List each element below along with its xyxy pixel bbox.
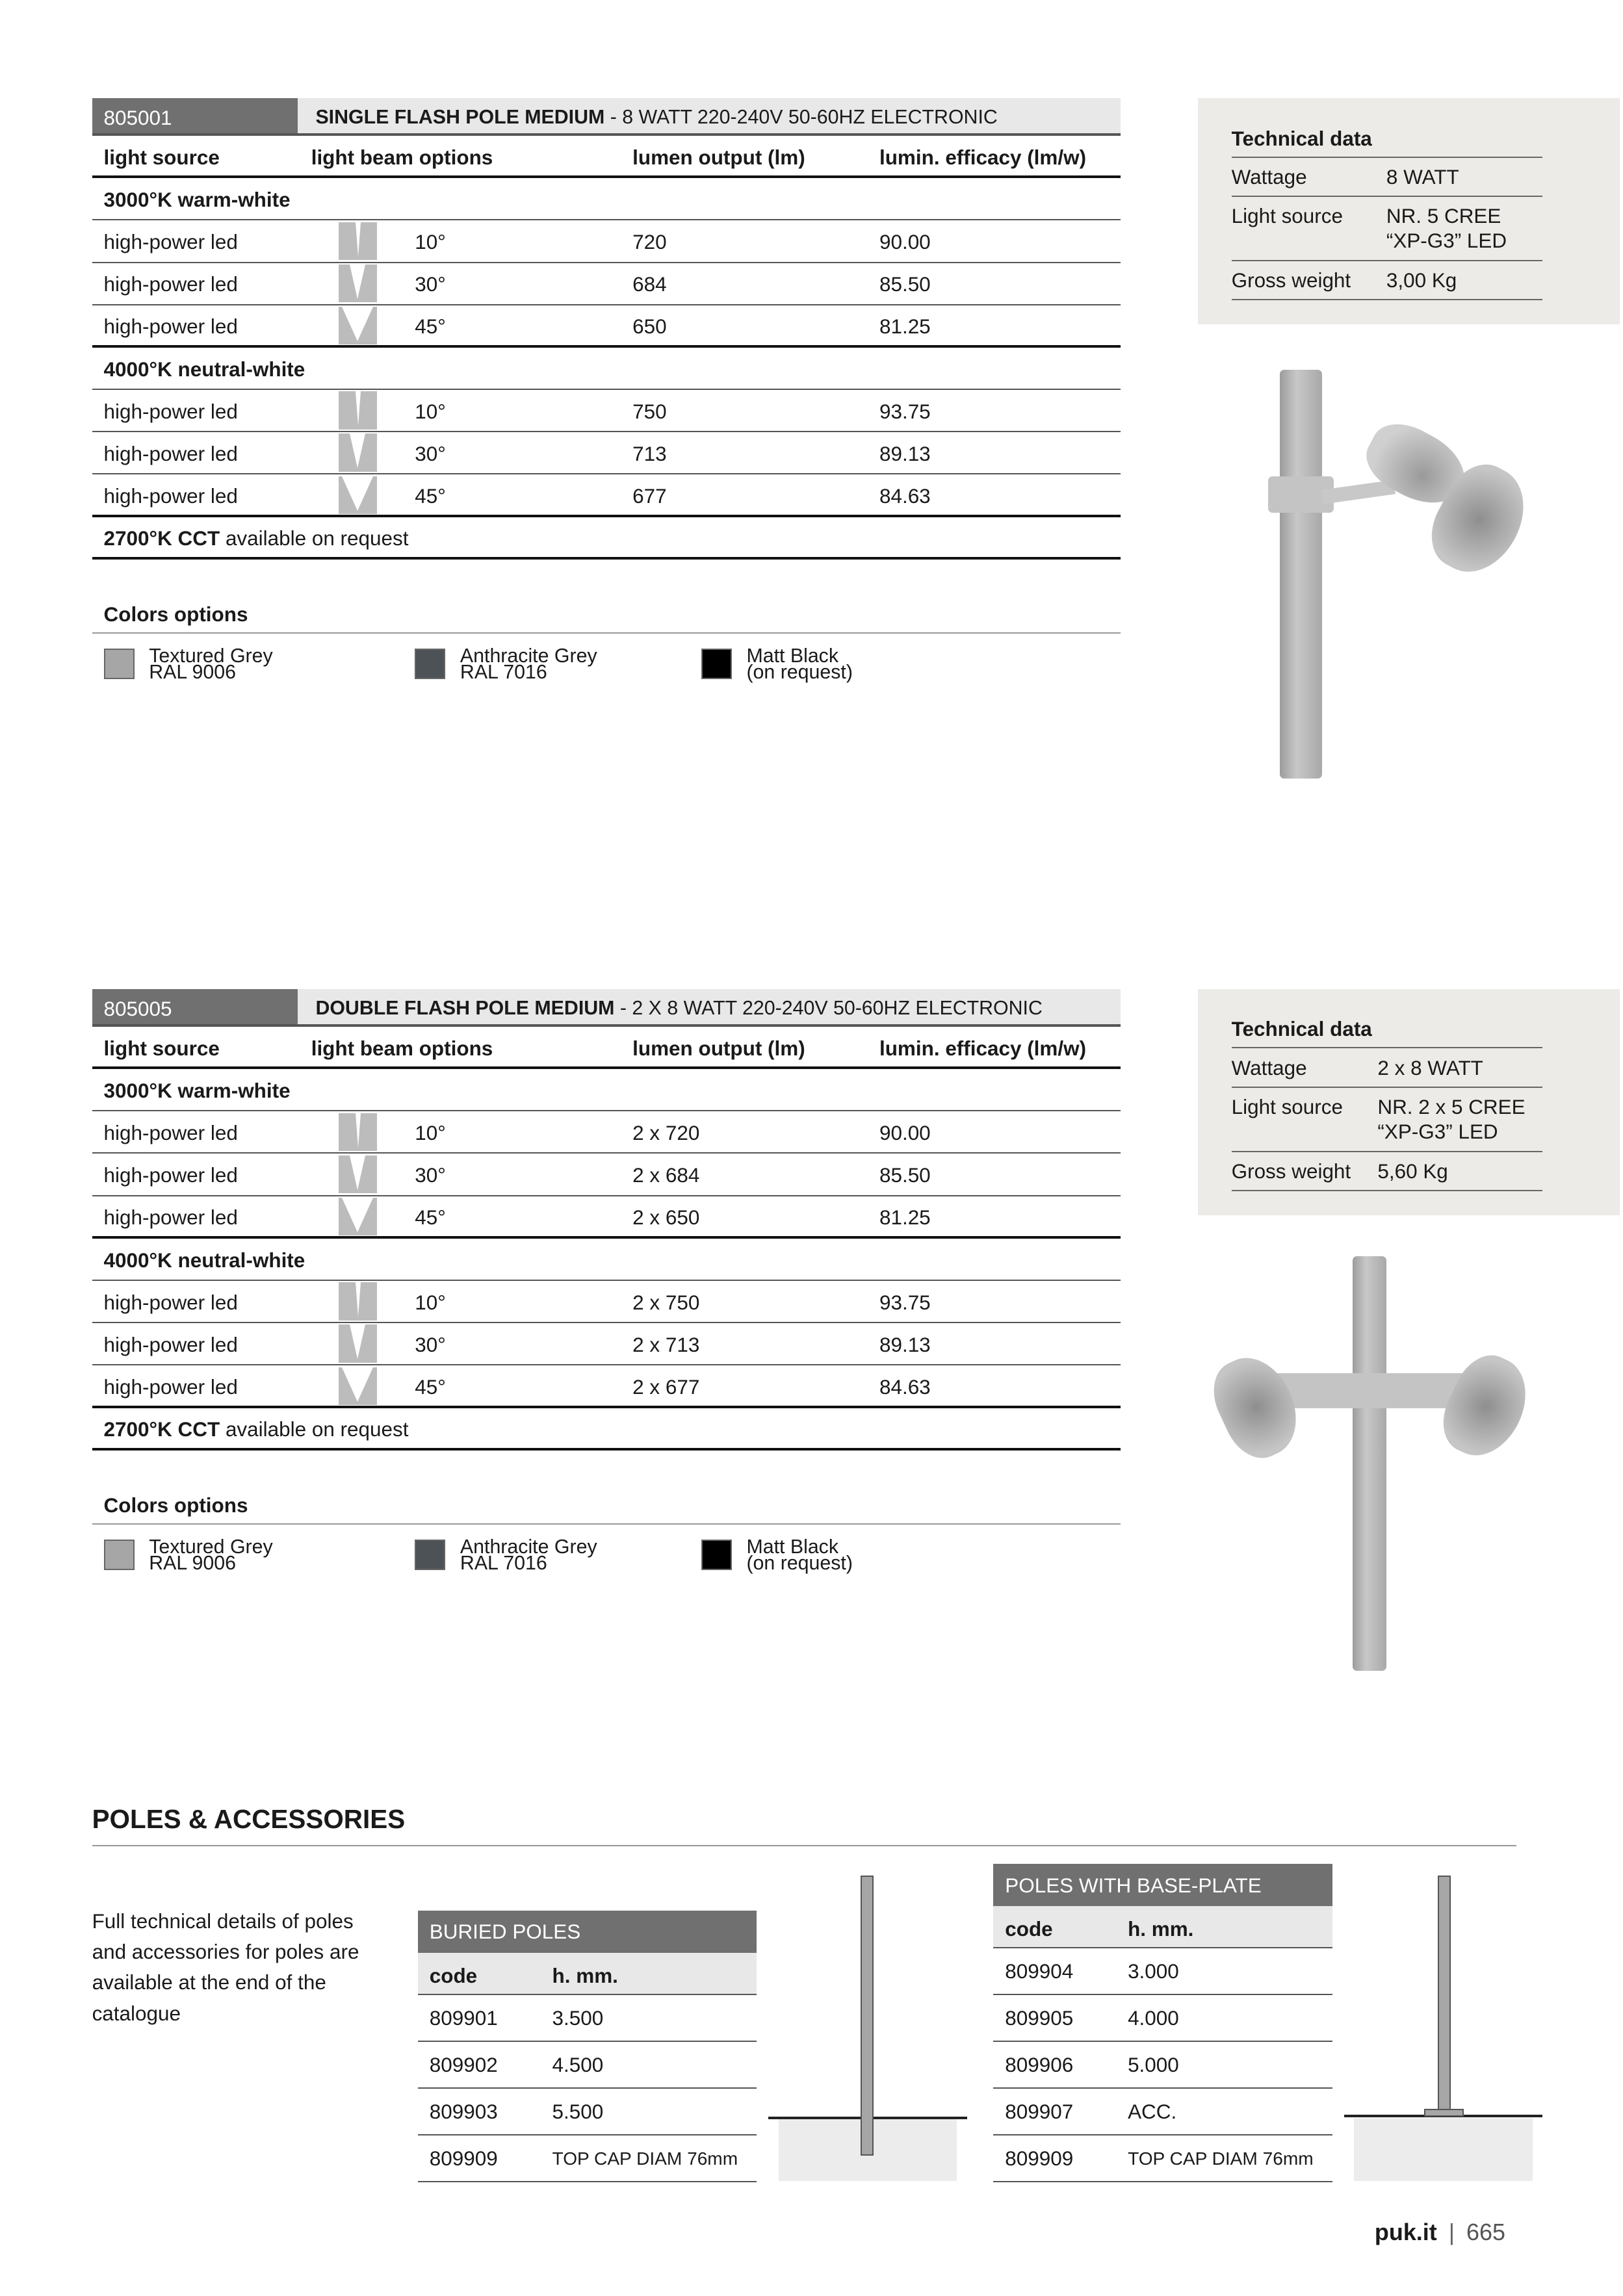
pole-code: 809909 bbox=[429, 2147, 498, 2170]
beam-angle: 45° bbox=[415, 1206, 446, 1230]
pole-code: 809902 bbox=[429, 2053, 498, 2076]
light-source: high-power led bbox=[103, 1122, 238, 1145]
efficacy: 81.25 bbox=[879, 315, 931, 339]
column-headers bbox=[92, 136, 1121, 178]
table-row bbox=[993, 2135, 1332, 2182]
color-box bbox=[415, 1540, 445, 1570]
color-box bbox=[701, 649, 732, 679]
beam-angle: 45° bbox=[415, 485, 446, 508]
table-header bbox=[418, 1953, 757, 1995]
color-code: (on request) bbox=[746, 1552, 853, 1574]
pole-height: 5.500 bbox=[552, 2100, 604, 2123]
lumen-output: 2 x 750 bbox=[632, 1291, 700, 1314]
light-source: high-power led bbox=[103, 273, 238, 296]
beam-angle-icon bbox=[339, 1367, 376, 1405]
table-row bbox=[92, 1281, 1121, 1323]
footer bbox=[1375, 2219, 1505, 2246]
footer-site: puk.it bbox=[1374, 2218, 1437, 2245]
efficacy: 85.50 bbox=[879, 1164, 931, 1187]
product-title-bold: SINGLE FLASH POLE MEDIUM bbox=[315, 107, 605, 129]
lumen-output: 677 bbox=[632, 485, 667, 508]
efficacy: 89.13 bbox=[879, 442, 931, 465]
pole-code: 809906 bbox=[1005, 2053, 1074, 2076]
table-row bbox=[92, 390, 1121, 432]
tech-row bbox=[1232, 196, 1543, 261]
divider bbox=[92, 1845, 1516, 1846]
beam-angle-icon bbox=[339, 1113, 376, 1151]
tech-row bbox=[1232, 1048, 1543, 1087]
buried-poles-table bbox=[418, 1911, 757, 2182]
beam-angle-icon bbox=[339, 1282, 376, 1320]
beam-angle-icon bbox=[339, 476, 376, 514]
product-table bbox=[92, 98, 1121, 560]
light-source: high-power led bbox=[103, 485, 238, 508]
color-name: Textured Grey bbox=[149, 1536, 273, 1558]
color-name: Textured Grey bbox=[149, 645, 273, 667]
column-header: lumen output (lm) bbox=[632, 146, 805, 169]
beam-angle-icon bbox=[339, 307, 376, 344]
lumen-output: 2 x 650 bbox=[632, 1206, 700, 1230]
product-code: 805001 bbox=[92, 98, 298, 133]
page-number: 665 bbox=[1466, 2218, 1506, 2245]
beam-angle-icon bbox=[339, 433, 376, 471]
beam-angle: 30° bbox=[415, 442, 446, 465]
column-header: lumin. efficacy (lm/w) bbox=[879, 146, 1087, 169]
efficacy: 84.63 bbox=[879, 1376, 931, 1399]
pole-height: TOP CAP DIAM 76mm bbox=[552, 2148, 738, 2169]
group-heading bbox=[92, 1239, 1121, 1281]
light-source: high-power led bbox=[103, 315, 238, 339]
product-title-rest: - 2 X 8 WATT 220-240V 50-60HZ ELECTRONIC bbox=[614, 998, 1043, 1020]
table-row bbox=[418, 2089, 757, 2135]
light-source: high-power led bbox=[103, 442, 238, 465]
color-text bbox=[746, 1536, 853, 1574]
pole-height: 5.000 bbox=[1128, 2053, 1179, 2076]
colors-options bbox=[92, 1494, 1121, 1574]
color-name: Anthracite Grey bbox=[460, 645, 597, 667]
lumen-output: 750 bbox=[632, 400, 667, 423]
table-row bbox=[92, 1196, 1121, 1239]
color-box bbox=[701, 1540, 732, 1570]
color-swatch bbox=[701, 645, 853, 683]
cct-note-text bbox=[104, 1418, 409, 1441]
technical-data-box bbox=[1198, 989, 1620, 1215]
section-title: POLES & ACCESSORIES bbox=[92, 1803, 406, 1834]
color-code: RAL 7016 bbox=[460, 661, 547, 683]
tech-row bbox=[1232, 1087, 1543, 1152]
color-swatch bbox=[415, 645, 597, 683]
pole-height: 3.000 bbox=[1128, 1960, 1179, 1983]
table-row bbox=[418, 2135, 757, 2182]
tech-row bbox=[1232, 157, 1543, 196]
color-box bbox=[415, 649, 445, 679]
color-name: Anthracite Grey bbox=[460, 1536, 597, 1558]
pole-height: 3.500 bbox=[552, 2007, 604, 2030]
light-source: high-power led bbox=[103, 1164, 238, 1187]
efficacy: 90.00 bbox=[879, 231, 931, 254]
lumen-output: 713 bbox=[632, 442, 667, 465]
cct-note bbox=[92, 517, 1121, 560]
lumen-output: 2 x 713 bbox=[632, 1333, 700, 1356]
efficacy: 93.75 bbox=[879, 400, 931, 423]
beam-angle: 30° bbox=[415, 273, 446, 296]
product-title-rest: - 8 WATT 220-240V 50-60HZ ELECTRONIC bbox=[604, 107, 998, 129]
efficacy: 90.00 bbox=[879, 1122, 931, 1145]
pole-code: 809904 bbox=[1005, 1960, 1074, 1983]
column-headers bbox=[92, 1027, 1121, 1069]
table-header bbox=[993, 1906, 1332, 1948]
product-header bbox=[92, 98, 1121, 136]
header-height: h. mm. bbox=[552, 1964, 618, 1987]
efficacy: 84.63 bbox=[879, 485, 931, 508]
product-table bbox=[92, 989, 1121, 1451]
colors-label: Colors options bbox=[92, 1494, 1121, 1525]
light-source: high-power led bbox=[103, 1206, 238, 1230]
color-code: (on request) bbox=[746, 661, 853, 683]
efficacy: 93.75 bbox=[879, 1291, 931, 1314]
header-code: code bbox=[1005, 1917, 1053, 1941]
beam-angle-icon bbox=[339, 222, 376, 260]
table-row bbox=[92, 1323, 1121, 1365]
group-heading bbox=[92, 1069, 1121, 1111]
technical-data-box bbox=[1198, 98, 1620, 324]
tech-value: NR. 5 CREE “XP-G3” LED bbox=[1386, 196, 1542, 261]
light-source: high-power led bbox=[103, 1376, 238, 1399]
pole-height: 4.000 bbox=[1128, 2007, 1179, 2030]
cct-note-bold: 2700°K CCT bbox=[103, 1418, 220, 1441]
tech-row bbox=[1232, 1152, 1543, 1191]
product-code: 805005 bbox=[92, 989, 298, 1024]
column-header: light source bbox=[103, 1037, 220, 1060]
technical-data-table bbox=[1232, 124, 1543, 300]
cct-note bbox=[92, 1408, 1121, 1451]
table-row bbox=[993, 2089, 1332, 2135]
tech-key: Light source bbox=[1232, 1087, 1378, 1152]
column-header: lumen output (lm) bbox=[632, 1037, 805, 1060]
efficacy: 81.25 bbox=[879, 1206, 931, 1230]
group-heading bbox=[92, 348, 1121, 390]
beam-angle-icon bbox=[339, 1198, 376, 1235]
table-row bbox=[92, 220, 1121, 263]
beam-angle: 45° bbox=[415, 315, 446, 339]
cct-note-bold: 2700°K CCT bbox=[103, 527, 220, 550]
lumen-output: 2 x 677 bbox=[632, 1376, 700, 1399]
beam-angle-icon bbox=[339, 264, 376, 302]
column-header: light beam options bbox=[311, 1037, 493, 1060]
table-title: BURIED POLES bbox=[418, 1911, 757, 1953]
tech-key: Gross weight bbox=[1232, 261, 1386, 300]
color-code: RAL 9006 bbox=[149, 1552, 236, 1574]
efficacy: 89.13 bbox=[879, 1333, 931, 1356]
table-row bbox=[418, 2042, 757, 2089]
pole-code: 809903 bbox=[429, 2100, 498, 2123]
colors-options bbox=[92, 603, 1121, 683]
table-row bbox=[92, 432, 1121, 474]
beam-angle: 30° bbox=[415, 1333, 446, 1356]
group-heading bbox=[92, 178, 1121, 220]
group-label: 3000°K warm-white bbox=[103, 1079, 291, 1102]
product-header bbox=[92, 989, 1121, 1027]
colors-label: Colors options bbox=[92, 603, 1121, 634]
header-code: code bbox=[429, 1964, 478, 1987]
beam-angle-icon bbox=[339, 1324, 376, 1362]
tech-key: Light source bbox=[1232, 196, 1386, 261]
pole-height: 4.500 bbox=[552, 2053, 604, 2076]
color-box bbox=[104, 1540, 135, 1570]
color-text bbox=[746, 645, 853, 683]
product-title bbox=[298, 989, 1120, 1024]
beam-angle: 45° bbox=[415, 1376, 446, 1399]
color-swatch bbox=[701, 1536, 853, 1574]
table-row bbox=[92, 305, 1121, 348]
color-text bbox=[149, 645, 273, 683]
table-row bbox=[92, 1111, 1121, 1154]
pole-code: 809909 bbox=[1005, 2147, 1074, 2170]
technical-data-table bbox=[1232, 1015, 1543, 1191]
table-row bbox=[92, 1365, 1121, 1408]
cct-note-text bbox=[104, 527, 409, 550]
table-row bbox=[92, 1154, 1121, 1196]
color-box bbox=[104, 649, 135, 679]
efficacy: 85.50 bbox=[879, 273, 931, 296]
table-row bbox=[993, 1995, 1332, 2042]
header-height: h. mm. bbox=[1128, 1917, 1194, 1941]
light-source: high-power led bbox=[103, 231, 238, 254]
tech-value: NR. 2 x 5 CREE “XP-G3” LED bbox=[1377, 1087, 1542, 1152]
poles-description: Full technical details of poles and accessories for poles are available at the end of the catalogue bbox=[92, 1909, 359, 2025]
product-title bbox=[298, 98, 1120, 133]
group-label: 3000°K warm-white bbox=[103, 188, 291, 211]
light-source: high-power led bbox=[103, 1291, 238, 1314]
tech-value: 3,00 Kg bbox=[1386, 261, 1542, 300]
tech-key: Gross weight bbox=[1232, 1152, 1378, 1191]
beam-angle: 10° bbox=[415, 1122, 446, 1145]
footer-separator: | bbox=[1448, 2218, 1455, 2245]
tech-row bbox=[1232, 261, 1543, 300]
column-header: lumin. efficacy (lm/w) bbox=[879, 1037, 1087, 1060]
column-header: light source bbox=[103, 146, 220, 169]
column-header: light beam options bbox=[311, 146, 493, 169]
group-label: 4000°K neutral-white bbox=[103, 357, 305, 381]
tech-key: Wattage bbox=[1232, 157, 1386, 196]
color-swatch bbox=[104, 1536, 273, 1574]
color-text bbox=[460, 1536, 597, 1574]
beam-angle: 10° bbox=[415, 1291, 446, 1314]
beam-angle-icon bbox=[339, 391, 376, 429]
table-row bbox=[993, 1948, 1332, 1995]
color-text bbox=[149, 1536, 273, 1574]
color-name: Matt Black bbox=[746, 645, 839, 667]
tech-value: 8 WATT bbox=[1386, 157, 1542, 196]
pole-height: TOP CAP DIAM 76mm bbox=[1128, 2148, 1314, 2169]
lumen-output: 684 bbox=[632, 273, 667, 296]
pole-code: 809901 bbox=[429, 2007, 498, 2030]
light-source: high-power led bbox=[103, 400, 238, 423]
tech-key: Wattage bbox=[1232, 1048, 1378, 1087]
tech-title: Technical data bbox=[1232, 1015, 1543, 1048]
table-row bbox=[418, 1995, 757, 2042]
color-text bbox=[460, 645, 597, 683]
group-label: 4000°K neutral-white bbox=[103, 1248, 305, 1272]
beam-angle: 10° bbox=[415, 231, 446, 254]
tech-header bbox=[1232, 1015, 1543, 1048]
tech-value: 5,60 Kg bbox=[1377, 1152, 1542, 1191]
tech-value: 2 x 8 WATT bbox=[1377, 1048, 1542, 1087]
color-name: Matt Black bbox=[746, 1536, 839, 1558]
beam-angle-icon bbox=[339, 1155, 376, 1193]
cct-note-rest: available on request bbox=[220, 1418, 409, 1441]
product-title-bold: DOUBLE FLASH POLE MEDIUM bbox=[315, 998, 615, 1020]
table-row bbox=[993, 2042, 1332, 2089]
lumen-output: 720 bbox=[632, 231, 667, 254]
color-swatch bbox=[415, 1536, 597, 1574]
lumen-output: 650 bbox=[632, 315, 667, 339]
table-title: POLES WITH BASE-PLATE bbox=[993, 1864, 1332, 1906]
pole-height: ACC. bbox=[1128, 2100, 1177, 2123]
color-code: RAL 7016 bbox=[460, 1552, 547, 1574]
lumen-output: 2 x 720 bbox=[632, 1122, 700, 1145]
pole-code: 809907 bbox=[1005, 2100, 1074, 2123]
table-row bbox=[92, 474, 1121, 517]
baseplate-poles-table bbox=[993, 1864, 1332, 2182]
color-code: RAL 9006 bbox=[149, 661, 236, 683]
lumen-output: 2 x 684 bbox=[632, 1164, 700, 1187]
table-row bbox=[92, 263, 1121, 305]
pole-code: 809905 bbox=[1005, 2007, 1074, 2030]
beam-angle: 10° bbox=[415, 400, 446, 423]
beam-angle: 30° bbox=[415, 1164, 446, 1187]
tech-header bbox=[1232, 124, 1543, 157]
cct-note-rest: available on request bbox=[220, 527, 409, 550]
light-source: high-power led bbox=[103, 1333, 238, 1356]
color-swatch bbox=[104, 645, 273, 683]
tech-title: Technical data bbox=[1232, 124, 1543, 157]
